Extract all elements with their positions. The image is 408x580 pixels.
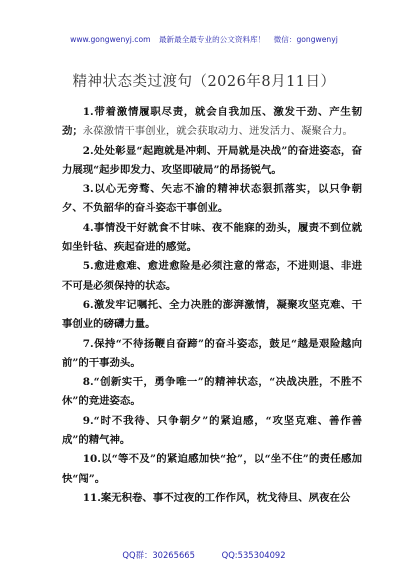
sentence-text: 7.保持“不待扬鞭自奋蹄”的奋斗姿态，鼓足“越是艰险越向前”的干事劲头。	[62, 337, 362, 369]
page-footer	[0, 549, 408, 561]
page-header	[0, 34, 408, 45]
header-site-link[interactable]: www.gongwenyj.com	[70, 35, 151, 44]
sentence-item	[62, 489, 362, 508]
sentence-item	[62, 142, 362, 181]
sentence-item	[62, 412, 362, 451]
sentence-item	[62, 257, 362, 296]
sentence-text: 11.案无积卷、事不过夜的工作作风，枕戈待旦、夙夜在公	[82, 491, 351, 504]
sentence-text: 1.带着激情履职尽责，就会自我加压、激发干劲、产生韧劲；	[62, 106, 362, 138]
footer-qq-group: QQ群：30265665	[122, 550, 195, 560]
sentence-item	[62, 296, 362, 335]
sentence-item	[62, 450, 362, 489]
sentence-text: 3.以心无旁骛、矢志不渝的精神状态狠抓落实，以只争朝夕、不负韶华的奋斗姿态干事创业。	[62, 183, 362, 215]
header-wechat: 微信：gongwenyj	[273, 35, 338, 44]
sentence-text: 5.愈进愈难、愈进愈险是必须注意的常态，不进则退、非进不可是必须保持的状态。	[62, 260, 362, 292]
sentence-item	[62, 180, 362, 219]
sentence-item	[62, 103, 362, 142]
sentence-text: 6.激发牢记嘱托、全力决胜的澎湃激情，凝聚攻坚克难、干事创业的磅礴力量。	[62, 298, 362, 331]
sentence-text: 8.“创新实干，勇争唯一”的精神状态，“决战决胜，不胜不休”的竞进姿态。	[62, 376, 362, 408]
sentence-item	[62, 335, 362, 374]
sentence-continuation: 永葆激情干事创业，就会获取动力、迸发活力、凝聚合力。	[82, 125, 353, 138]
sentence-text: 10.以“等不及”的紧迫感加快“抢”，以“坐不住”的责任感加快“闯”。	[62, 453, 362, 485]
footer-qq: QQ:535304092	[221, 550, 286, 560]
sentence-text: 4.事情没干好就食不甘味、夜不能寐的劲头，履责不到位就如坐针毡、疾起奋进的感觉。	[62, 221, 362, 254]
document-title: 精神状态类过渡句（2026年8月11日）	[72, 74, 336, 90]
header-slogan: 最新最全最专业的公文资料库！	[158, 35, 266, 44]
sentence-item	[62, 373, 362, 412]
sentence-text: 9.“时不我待、只争朝夕”的紧迫感，“攻坚克难、善作善成”的精气神。	[62, 414, 362, 447]
sentence-list	[62, 103, 362, 508]
sentence-text: 2.处处彰显“起跑就是冲刺、开局就是决战”的奋进姿态，奋力展现“起步即发力、攻坚即破局”的昂扬锐气。	[62, 144, 362, 176]
sentence-item	[62, 219, 362, 258]
